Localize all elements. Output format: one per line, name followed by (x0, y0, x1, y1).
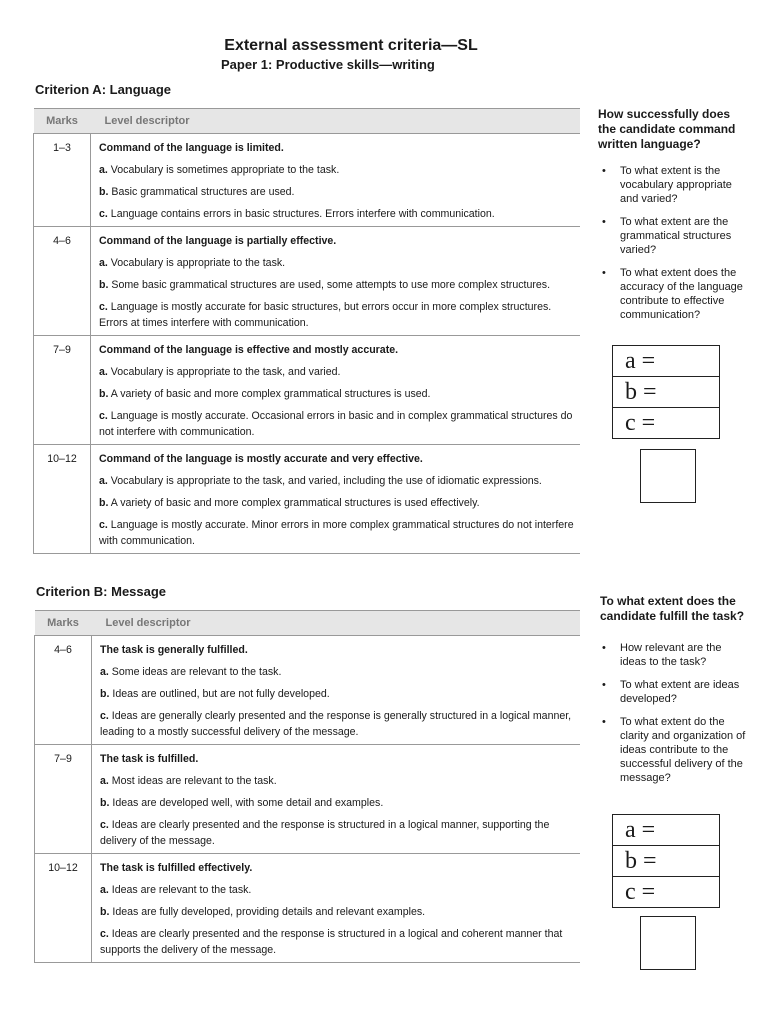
descriptor-heading: Command of the language is partially effective. (99, 235, 337, 247)
descriptor-item (100, 926, 576, 958)
marks-cell: 1–3 (34, 134, 91, 227)
item-key: c. (99, 301, 108, 313)
marks-cell: 10–12 (35, 854, 92, 963)
page-title: External assessment criteria—SL (224, 37, 478, 54)
item-text: Ideas are fully developed, providing details and relevant examples. (112, 906, 426, 918)
marks-cell: 10–12 (34, 445, 91, 554)
score-a-field[interactable]: a = (613, 346, 719, 377)
descriptor-row (34, 336, 581, 445)
criterion-b-table (34, 610, 580, 963)
item-text: Most ideas are relevant to the task. (111, 775, 277, 787)
item-key: b. (99, 497, 109, 509)
descriptor-cell (92, 745, 581, 854)
marks-header: Marks (35, 611, 92, 636)
item-key: b. (99, 186, 109, 198)
descriptor-item (100, 795, 576, 811)
descriptor-item (99, 277, 576, 293)
descriptor-item (100, 686, 576, 702)
descriptor-cell (92, 854, 581, 963)
item-key: b. (100, 906, 110, 918)
item-key: a. (100, 884, 109, 896)
descriptor-item (99, 408, 576, 440)
descriptor-header: Level descriptor (92, 611, 581, 636)
descriptor-item (99, 517, 576, 549)
score-a-field[interactable]: a = (613, 815, 719, 846)
criterion-a-table (33, 108, 580, 554)
item-text: Some basic grammatical structures are used, some attempts to use more complex structures. (111, 279, 551, 291)
descriptor-item (99, 386, 576, 402)
criterion-b-total-box[interactable] (640, 916, 696, 970)
item-text: Language is mostly accurate. Occasional errors in basic and in complex grammatical structures do not interfere with communication. (99, 410, 573, 438)
descriptor-row (34, 227, 581, 336)
score-c-field[interactable]: c = (625, 879, 656, 905)
descriptor-row (35, 636, 581, 745)
item-key: c. (100, 928, 109, 940)
item-text: Basic grammatical structures are used. (111, 186, 295, 198)
item-key: b. (99, 388, 109, 400)
descriptor-row (34, 134, 581, 227)
item-text: Some ideas are relevant to the task. (111, 666, 282, 678)
item-text: Language is mostly accurate. Minor errors in more complex grammatical structures do not interfere with communication. (99, 519, 574, 547)
criterion-b-question: To what extent does the candidate fulfill the task? (600, 594, 745, 623)
descriptor-item (100, 882, 576, 898)
item-text: Vocabulary is appropriate to the task, and varied, including the use of idiomatic expressions. (110, 475, 542, 487)
criterion-a-total-box[interactable] (640, 449, 696, 503)
criterion-a-question: How successfully does the candidate command written language? (598, 107, 736, 151)
score-c-field[interactable]: c = (625, 410, 656, 436)
item-text: Ideas are clearly presented and the response is structured in a logical and coherent manner that supports the delivery of the message. (100, 928, 563, 956)
item-text: Vocabulary is sometimes appropriate to the task. (110, 164, 340, 176)
item-text: Ideas are developed well, with some detail and examples. (112, 797, 384, 809)
item-key: b. (100, 797, 110, 809)
item-key: a. (99, 366, 108, 378)
guiding-point: • How relevant are the ideas to the task? (598, 641, 748, 669)
item-key: c. (100, 710, 109, 722)
marks-cell: 7–9 (34, 336, 91, 445)
item-text: Ideas are clearly presented and the response is structured in a logical manner, supporting the delivery of the message. (100, 819, 550, 847)
item-key: c. (99, 519, 108, 531)
criterion-b-title: Criterion B: Message (36, 584, 167, 599)
criterion-b-guiding-points (598, 641, 748, 794)
guiding-point: • To what extent does the accuracy of the language contribute to effective communication? (598, 266, 748, 322)
item-text: Vocabulary is appropriate to the task. (110, 257, 286, 269)
item-key: a. (99, 257, 108, 269)
descriptor-heading: The task is fulfilled effectively. (100, 862, 253, 874)
item-text: Language contains errors in basic structures. Errors interfere with communication. (110, 208, 495, 220)
item-key: c. (99, 410, 108, 422)
item-text: Language is mostly accurate for basic structures, but errors occur in more complex structures. Errors at times interfere with communication. (99, 301, 552, 329)
descriptor-item (99, 162, 576, 178)
descriptor-item (99, 299, 576, 331)
criterion-a-title: Criterion A: Language (35, 82, 172, 97)
descriptor-cell (91, 445, 581, 554)
guiding-point: • To what extent do the clarity and organization of ideas contribute to the successful delivery of the message? (598, 715, 748, 785)
criterion-b-score-box (612, 814, 720, 908)
descriptor-heading: The task is fulfilled. (100, 753, 199, 765)
item-key: a. (99, 164, 108, 176)
descriptor-heading: The task is generally fulfilled. (100, 644, 248, 656)
item-text: Vocabulary is appropriate to the task, and varied. (110, 366, 341, 378)
marks-cell: 4–6 (35, 636, 92, 745)
guiding-point: • To what extent are ideas developed? (598, 678, 748, 706)
descriptor-item (99, 255, 576, 271)
descriptor-heading: Command of the language is limited. (99, 142, 284, 154)
descriptor-heading: Command of the language is mostly accurate and very effective. (99, 453, 423, 465)
descriptor-cell (91, 227, 581, 336)
marks-header: Marks (34, 109, 91, 134)
descriptor-cell (91, 336, 581, 445)
descriptor-item (99, 495, 576, 511)
marks-cell: 4–6 (34, 227, 91, 336)
item-key: a. (100, 666, 109, 678)
descriptor-item (100, 773, 576, 789)
marks-cell: 7–9 (35, 745, 92, 854)
item-key: c. (99, 208, 108, 220)
descriptor-item (99, 206, 576, 222)
score-b-field[interactable]: b = (613, 846, 719, 877)
descriptor-cell (91, 134, 581, 227)
item-key: c. (100, 819, 109, 831)
score-b-field[interactable]: b = (613, 377, 719, 408)
item-text: Ideas are relevant to the task. (111, 884, 252, 896)
criterion-a-guiding-points (598, 164, 748, 331)
descriptor-item (100, 708, 576, 740)
guiding-point: • To what extent are the grammatical structures varied? (598, 215, 748, 257)
descriptor-item (100, 817, 576, 849)
descriptor-row (35, 745, 581, 854)
item-text: A variety of basic and more complex grammatical structures is used effectively. (110, 497, 480, 509)
item-key: b. (100, 688, 110, 700)
item-key: a. (100, 775, 109, 787)
item-text: Ideas are outlined, but are not fully developed. (112, 688, 330, 700)
descriptor-row (35, 854, 581, 963)
page-subtitle: Paper 1: Productive skills—writing (221, 57, 435, 72)
descriptor-cell (92, 636, 581, 745)
item-key: a. (99, 475, 108, 487)
descriptor-item (100, 664, 576, 680)
criterion-a-score-box (612, 345, 720, 439)
descriptor-heading: Command of the language is effective and mostly accurate. (99, 344, 399, 356)
item-text: A variety of basic and more complex grammatical structures is used. (110, 388, 431, 400)
descriptor-item (99, 473, 576, 489)
descriptor-item (100, 904, 576, 920)
descriptor-header: Level descriptor (91, 109, 581, 134)
item-key: b. (99, 279, 109, 291)
guiding-point: • To what extent is the vocabulary appropriate and varied? (598, 164, 748, 206)
item-text: Ideas are generally clearly presented and the response is generally structured in a logical manner, leading to a mostly successful delivery of the message. (100, 710, 572, 738)
descriptor-row (34, 445, 581, 554)
descriptor-item (99, 364, 576, 380)
descriptor-item (99, 184, 576, 200)
